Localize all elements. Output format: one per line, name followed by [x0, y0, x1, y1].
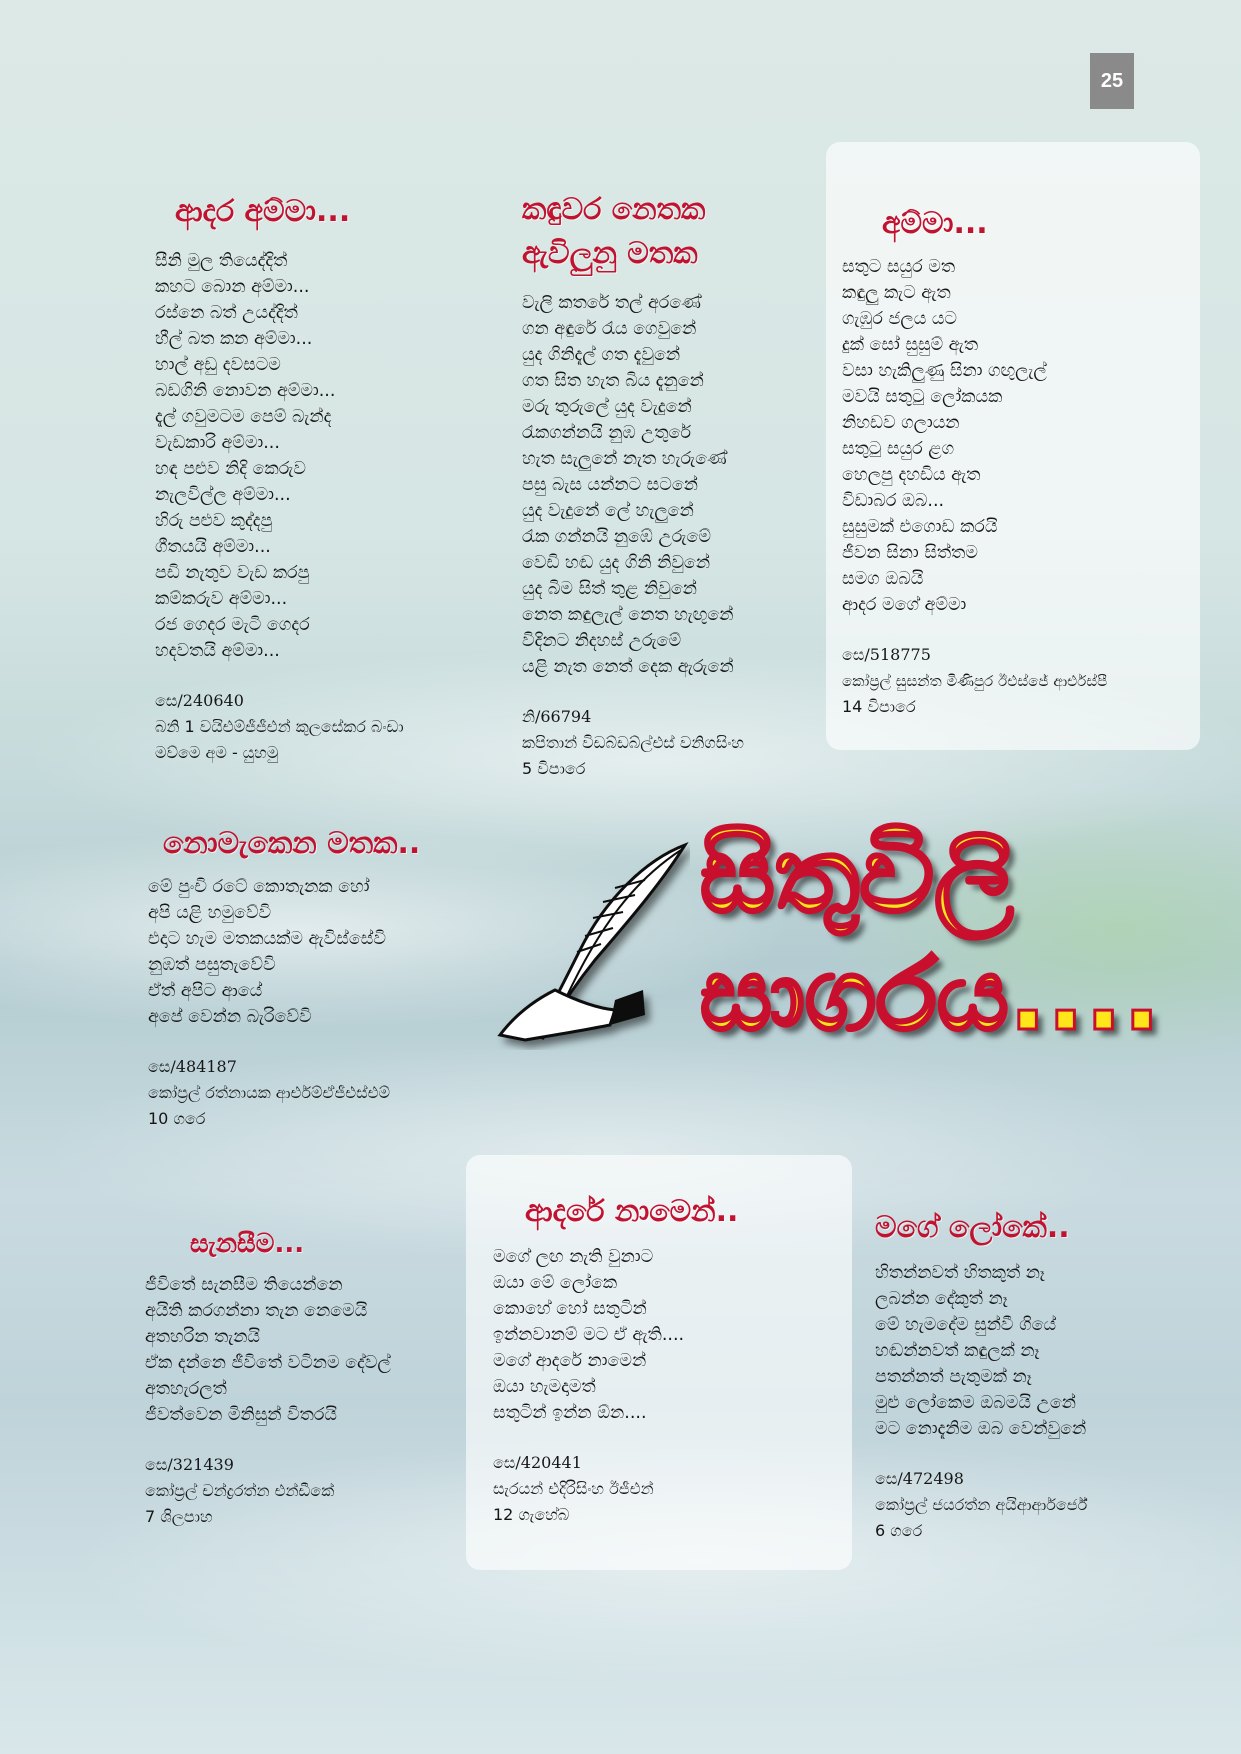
poem-lines [842, 254, 1107, 618]
poem-line: රැක ගන්නයි නුඹේ උරුමේ [522, 527, 711, 547]
service-number: සෙ/321439 [145, 1455, 234, 1474]
poem-line: බඩගිනි නොවන අම්මා... [155, 381, 336, 401]
poem-line: යුද ගිනිදැල් ගත දැවුනේ [522, 345, 681, 365]
banner-line-1: සිතුවිලි [700, 814, 1014, 936]
poem-title: ආදරේ නාමෙන්.. [525, 1194, 739, 1229]
poem-line: සතුට සයුර මත [842, 257, 956, 277]
poem-line: කම්කරුව අම්මා... [155, 589, 288, 609]
author-name: කෝප්‍රල් සුසන්ත මිණිපුර ඊඑස්ජේ ආර්එස්පී [842, 672, 1108, 690]
poem-lines [875, 1260, 1087, 1442]
service-number: නි/66794 [522, 707, 592, 726]
service-number: සෙ/240640 [155, 691, 244, 710]
service-number: සෙ/484187 [148, 1057, 237, 1076]
poem-lines [148, 874, 420, 1030]
poem-sanasima [145, 1222, 391, 1530]
poem-line: විදිනට නිදහස් උරුමේ [522, 631, 682, 651]
poem-line: ඒත් අපිට ආයේ [148, 981, 263, 1001]
poem-line: මගේ ලඟ නැති වුනාට [493, 1247, 654, 1267]
poem-line: මුළු ලෝකෙම ඔබමයි උනේ [875, 1393, 1076, 1413]
poem-line: පසු බැස යන්නට සටනේ [522, 475, 698, 495]
author-name: කෝප්‍රල් ජයරත්න අයිආර්ආර්ජේ [875, 1495, 1088, 1514]
poem-title: නොමැකෙන මතක.. [163, 826, 421, 861]
poem-line: අතහරින තැනයි [145, 1327, 260, 1347]
poem-line: පතන්නත් පැතුමක් නෑ [875, 1367, 1032, 1387]
poem-line: හෙලපු දහඩිය ඇත [842, 465, 981, 485]
author-unit: 7 ශිලපාහ [145, 1507, 213, 1526]
section-banner [700, 815, 1161, 1055]
poem-line: ගැඹුර ජලය යට [842, 309, 958, 329]
poem-title-line-2: ඇවිලුනු මතක [522, 236, 698, 271]
poem-line: යුද වැදුනේ ලේ හැලුනේ [522, 501, 694, 521]
poem-line: හිතන්නවත් හිතකුත් නෑ [875, 1263, 1045, 1283]
poem-line: මරු තුරුලේ යුද වැදුනේ [522, 397, 692, 417]
poem-line: ජීවිතේ සැනසීම තියෙන්නෙ [145, 1275, 343, 1295]
poem-title-line-1: කඳුවර නෙතක [522, 192, 706, 227]
author-unit: 10 ගරෙ [148, 1109, 206, 1128]
poem-lines [155, 248, 404, 664]
poem-adare-namen [493, 1190, 738, 1528]
poem-credit [145, 1452, 391, 1530]
poem-lines [522, 290, 744, 680]
author-name: බනි 1 වයිඑම්ජීජීඑන් කුලසේකර බංඩා [155, 717, 404, 736]
poem-line: රජ ගෙදර මැටි ගෙදර [155, 615, 310, 635]
poem-line: වසා හැකිලුණු සිනා ගඟුලැල් [842, 361, 1047, 381]
poem-line: නැලවිල්ල අම්මා... [155, 485, 291, 505]
poem-line: ගීතයයි අම්මා... [155, 537, 271, 557]
poem-line: අපේ වෙන්න බැරිවේවි [148, 1007, 312, 1027]
poem-lines [145, 1272, 391, 1428]
poem-lines [493, 1244, 738, 1426]
poem-line: මේ පුංචි රටේ කොතැනක හෝ [148, 877, 370, 897]
poem-line: ජීවන සිනා සිත්තම [842, 543, 978, 563]
poem-line: සතුටු සයුර ළග [842, 439, 955, 459]
poem-line: හිරු පළුව කුද්දපු [155, 511, 273, 531]
poem-line: අතහැරලත් [145, 1379, 227, 1399]
poem-line: වෙඩි හඬ යුද ගිනි නිවුනේ [522, 553, 711, 573]
poem-line: හාල් අඩු දවසටම [155, 355, 281, 375]
poem-line: කඳුලු කැට ඇත [842, 283, 951, 303]
poem-line: ඒක දන්නෙ ජීවිතේ වටිනම දේවල් [145, 1353, 391, 1373]
poem-line: ජීවත්වෙන මිනිසුන් විතරයි [145, 1405, 338, 1425]
poem-adara-amma [155, 190, 404, 766]
poem-line: මගේ ආදරේ නාමෙන් [493, 1351, 647, 1371]
author-unit: 14 විපාරෙ [842, 697, 916, 716]
poem-line: සුසුමක් එගොඩ කරයි [842, 517, 998, 537]
poem-title: අම්මා... [882, 206, 988, 241]
poem-title: සැනසීම... [190, 1229, 305, 1259]
poem-line: ලබන්න දේකුත් නෑ [875, 1289, 1008, 1309]
poem-line: හදවතයි අම්මා... [155, 641, 280, 661]
poem-line: හඬන්නවත් කඳුලක් නෑ [875, 1341, 1040, 1361]
author-unit: 5 විපාරෙ [522, 759, 586, 778]
poem-nomakena-mathaka [148, 822, 420, 1132]
poem-line: හඳ පළුව නිදි කෙරුව [155, 459, 306, 479]
poem-line: නුඹත් පසුතැවේවි [148, 955, 276, 975]
poem-line: එදාට හැම මතකයක්ම ඇවිස්සේවි [148, 929, 386, 949]
author-unit: මව්මෙ අම - යුහමු [155, 743, 279, 762]
poem-credit [148, 1054, 420, 1132]
poem-line: දුක් සෝ සුසුම් ඇත [842, 335, 979, 355]
poem-line: රැකගන්නයි නුඹ උතුරේ [522, 423, 692, 443]
poem-line: වැඩකාරි අම්මා... [155, 433, 280, 453]
poem-line: පඩි නැතුව වැඩ කරපු [155, 563, 310, 583]
poem-title: මගේ ලෝකේ.. [875, 1210, 1070, 1245]
poem-credit [875, 1466, 1087, 1544]
poem-line: යුද බිම සිත් තුළ නිවුනේ [522, 579, 697, 599]
poem-credit [155, 688, 404, 766]
poem-credit [522, 704, 744, 782]
banner-line-2: සාගරය.... [700, 936, 1161, 1053]
author-name: කපිතාන් විඩබ්ඩබ්ල්එස් වනිගසිංහ [522, 733, 744, 752]
poem-line: සමග ඔබයි [842, 569, 924, 589]
service-number: සෙ/472498 [875, 1469, 964, 1488]
poem-line: ඔයා හැමදාමත් [493, 1377, 596, 1397]
poem-line: නෙත කඳුලැල් නෙත හැඟුනේ [522, 605, 734, 625]
poem-line: ඉන්නවානම් මට ඒ ඇති.... [493, 1325, 685, 1345]
poem-line: කොහේ හෝ සතුටින් [493, 1299, 647, 1319]
poem-line: යළි නැත නෙත් දෙක ඇරුනේ [522, 657, 734, 677]
author-name: සැරයන් එදිරිසිංහ ඊජීඑන් [493, 1479, 654, 1498]
poem-line: කහට බොන අම්මා... [155, 277, 310, 297]
poem-line: දැල් ගවුමටම පෙම් බැන්ද [155, 407, 332, 427]
author-unit: 12 ගැහේබ [493, 1505, 570, 1524]
poem-credit [842, 642, 1107, 720]
service-number: සෙ/518775 [842, 645, 931, 664]
poem-line: ඔයා මේ ලෝකෙ [493, 1273, 618, 1293]
author-unit: 6 ගරෙ [875, 1521, 923, 1540]
poem-line: නිහඩව ගලායන [842, 413, 960, 433]
poem-credit [493, 1450, 738, 1528]
poem-line: හැත සැලුනේ නැත හැරුණේ [522, 449, 727, 469]
poem-line: රස්නෙ බත් උයද්දිත් [155, 303, 298, 323]
page-number: 25 [1090, 53, 1134, 109]
quill-pen-icon [495, 840, 690, 1050]
poem-line: මට නොදැනිම ඔබ වෙන්වුනේ [875, 1419, 1087, 1439]
poem-line: විඩාබර ඔබ... [842, 491, 945, 511]
author-name: කෝප්‍රල් චන්ද්‍රරත්න එන්ඩීකේ [145, 1481, 335, 1500]
service-number: සෙ/420441 [493, 1453, 582, 1472]
poem-line: ගත සිත හැත බිය දැනුනේ [522, 371, 704, 391]
poem-line: ගන අඳුරේ රැය ගෙවුනේ [522, 319, 697, 339]
poem-line: සීනි මුල තියෙද්දිත් [155, 251, 288, 271]
poem-line: හීල් බත කන අම්මා... [155, 329, 313, 349]
poem-line: ආදර මගේ අම්මා [842, 595, 967, 615]
author-name: කෝප්‍රල් රත්නායක ආර්එම්ඒජීඑස්එම් [148, 1083, 390, 1102]
poem-line: වැලි කතරේ තල් අරණේ [522, 293, 701, 313]
poem-line: මේ හැමදේම සුන්වී ගියේ [875, 1315, 1057, 1335]
poem-line: අයිති කරගන්නා තැන නෙමෙයි [145, 1301, 368, 1321]
poem-line: මවයි සතුටු ලෝකයක [842, 387, 1003, 407]
poem-line: සතුටින් ඉන්න ඕන.... [493, 1403, 647, 1423]
poem-amma [842, 202, 1107, 720]
poem-line: අපි යළි හමුවේවි [148, 903, 272, 923]
poem-title: ආදර අම්මා... [175, 194, 351, 229]
poem-kanduwara-nethaka [522, 188, 744, 782]
poem-mage-loke [875, 1206, 1087, 1544]
